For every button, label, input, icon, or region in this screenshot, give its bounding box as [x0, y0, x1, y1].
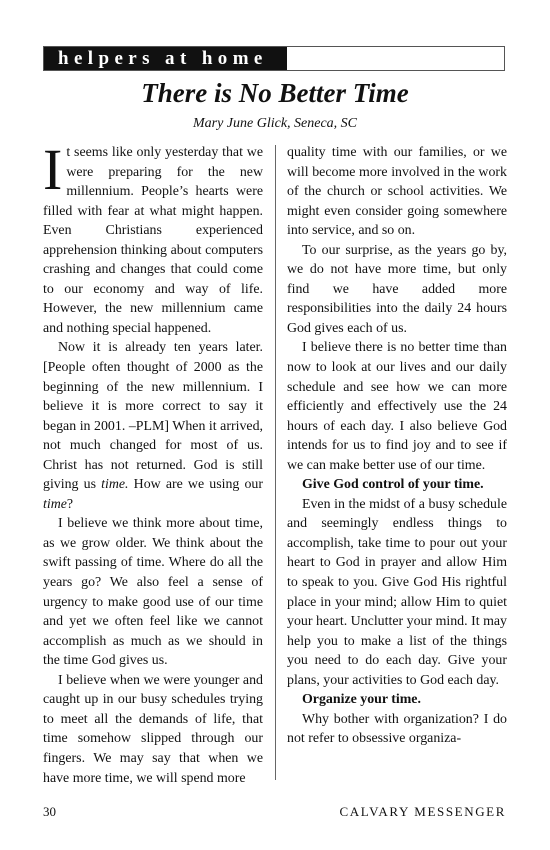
emphasis-text: time.	[101, 477, 129, 493]
paragraph: I believe when we were younger and caught up in our busy schedules trying to meet all the demands of life, that time somehow slipped through our fingers. We may say that when we have more time, we will spend more	[43, 672, 263, 786]
paragraph-text: How are we using our	[128, 477, 263, 493]
paragraph	[43, 137, 263, 338]
paragraph: To our surprise, as the years go by, we do not have more time, but only find we have added more responsibilities into the daily 24 hours God gives each of us.	[287, 242, 507, 336]
emphasis-text: time	[43, 496, 67, 512]
section-header	[43, 46, 505, 71]
paragraph: I believe we think more about time, as we grow older. We think about the swift passing of time. Where do all the years go? We also feel a sense of urgency to make good use of our time and yet we often feel like we cannot accomplish as much as we should in the time God gives us.	[43, 516, 263, 669]
paragraph: I believe there is no better time than now to look at our lives and our daily schedule and see how we can more efficiently and effectively use the 24 hours of each day. I also believe God intends for us to find joy and to see if we can make better use of our time.	[287, 340, 507, 473]
paragraph: Why bother with organization? I do not refer to obsessive organiza-	[287, 711, 507, 747]
article-byline: Mary June Glick, Seneca, SC	[192, 116, 358, 131]
column-divider	[275, 145, 276, 780]
paragraph: Even in the midst of a busy schedule and seemingly endless things to accomplish, take time to pour out your heart to God in prayer and allow Him to speak to you. Give God His rightful place in your mind; allow Him to quiet your heart. Unclutter your mind. It may help you to make a list of the things you need to do each day. Give your plans, your activities to God each day.	[287, 496, 507, 688]
drop-cap: I	[43, 137, 63, 202]
subheading: Organize your time.	[302, 692, 421, 708]
paragraph-text: Now it is already ten years later. [People often thought of 2000 as the beginning of the new millennium. I believe it is more correct to say it began in 2001. –PLM] When it arrived, not much changed for most of us. Christ has not returned. God is still giving us	[43, 340, 263, 493]
page-number: 30	[43, 804, 56, 819]
section-label: helpers at home	[44, 47, 287, 70]
article-title: There is No Better Time	[141, 78, 409, 108]
paragraph-text: ?	[66, 496, 74, 512]
text-column-right	[287, 143, 507, 749]
text-column-left	[43, 137, 263, 788]
paragraph	[43, 338, 263, 514]
publication-name: CALVARY MESSENGER	[339, 804, 506, 819]
paragraph-text: t seems like only yesterday that we were preparing for the new millennium. People’s hearts were filled with fear at what might happen. Even Christians experienced apprehension thinking about computers crashing and changes that could come to our economy and way of life. However, the new millennium came and nothing special happened.	[43, 145, 263, 336]
subheading: Give God control of your time.	[302, 477, 484, 493]
paragraph: quality time with our families, or we will become more involved in the work of the church or school activities. We might even consider going somewhere into service, and so on.	[287, 145, 507, 239]
